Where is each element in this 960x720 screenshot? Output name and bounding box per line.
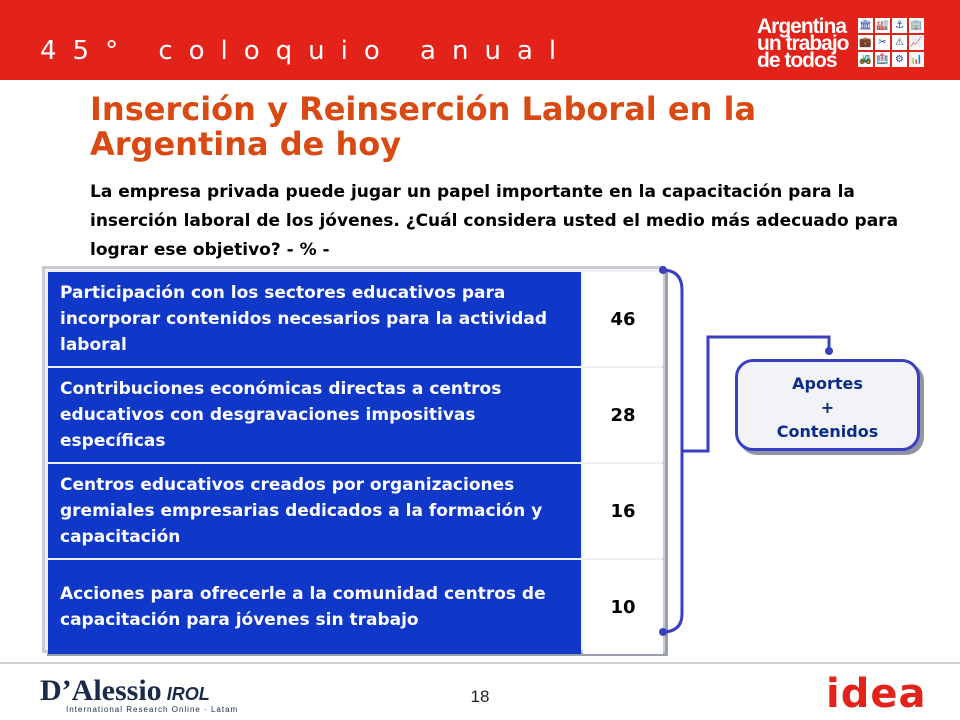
- dalessio-name: D’Alessio: [40, 674, 162, 707]
- slide-title: Inserción y Reinserción Laboral en la Argentina de hoy: [90, 90, 757, 163]
- chart-icon: 📈: [910, 37, 923, 48]
- callout-line-2: +: [820, 398, 835, 417]
- row-label: Contribuciones económicas directas a centros educativos con desgravaciones impositivas específicas: [48, 368, 581, 462]
- idea-logo: idea: [826, 671, 927, 717]
- bracket-bottom-dot: [659, 628, 667, 636]
- tractor-icon: 🚜: [859, 54, 872, 65]
- bracket-top-dot: [659, 266, 667, 274]
- hospital-icon: 🏥: [876, 54, 889, 65]
- dalessio-logo: [40, 674, 239, 714]
- briefcase-icon: 💼: [859, 37, 872, 48]
- row-value: 46: [583, 272, 663, 366]
- row-label: Centros educativos creados por organizaciones gremiales empresarias dedicados a la formación y capacitación: [48, 464, 581, 558]
- scissors-icon: ✂: [875, 35, 890, 50]
- row-label: Acciones para ofrecerle a la comunidad centros de capacitación para jóvenes sin trabajo: [48, 560, 581, 654]
- factory-icon: 🏭: [876, 20, 889, 31]
- brand-line-2: un trabajo: [757, 32, 849, 55]
- footer-divider: [0, 662, 960, 664]
- warning-icon: ⚠: [892, 35, 907, 50]
- dalessio-subtitle: International Research Online · Latam: [66, 705, 239, 714]
- stats-icon: 📊: [910, 54, 923, 65]
- building-icon: 🏢: [910, 20, 923, 31]
- page-number: 18: [470, 687, 490, 706]
- aportes-contenidos-box: [735, 359, 920, 451]
- irol-text: IROL: [166, 684, 210, 704]
- bracket-line: [662, 270, 682, 632]
- row-value: 28: [583, 368, 663, 462]
- survey-question: La empresa privada puede jugar un papel importante en la capacitación para la inserción laboral de los jóvenes. ¿Cuál considera usted el medio más adecuado para lograr ese objetivo? - % -: [90, 182, 899, 260]
- gear-icon: ⚙: [892, 52, 907, 67]
- row-label: Participación con los sectores educativos para incorporar contenidos necesarios para la actividad laboral: [48, 272, 581, 366]
- brand-line-1: Argentina: [757, 15, 847, 38]
- row-value: 16: [583, 464, 663, 558]
- arrow-dot: [825, 347, 833, 355]
- bank-icon: 🏛: [859, 20, 872, 31]
- row-value: 10: [583, 560, 663, 654]
- callout-line-1: Aportes: [792, 374, 863, 393]
- brand-line-3: de todos: [757, 49, 837, 72]
- anchor-icon: ⚓: [892, 18, 907, 33]
- coloquio-title: 45° coloquio anual: [40, 36, 573, 66]
- callout-line-3: Contenidos: [776, 422, 879, 441]
